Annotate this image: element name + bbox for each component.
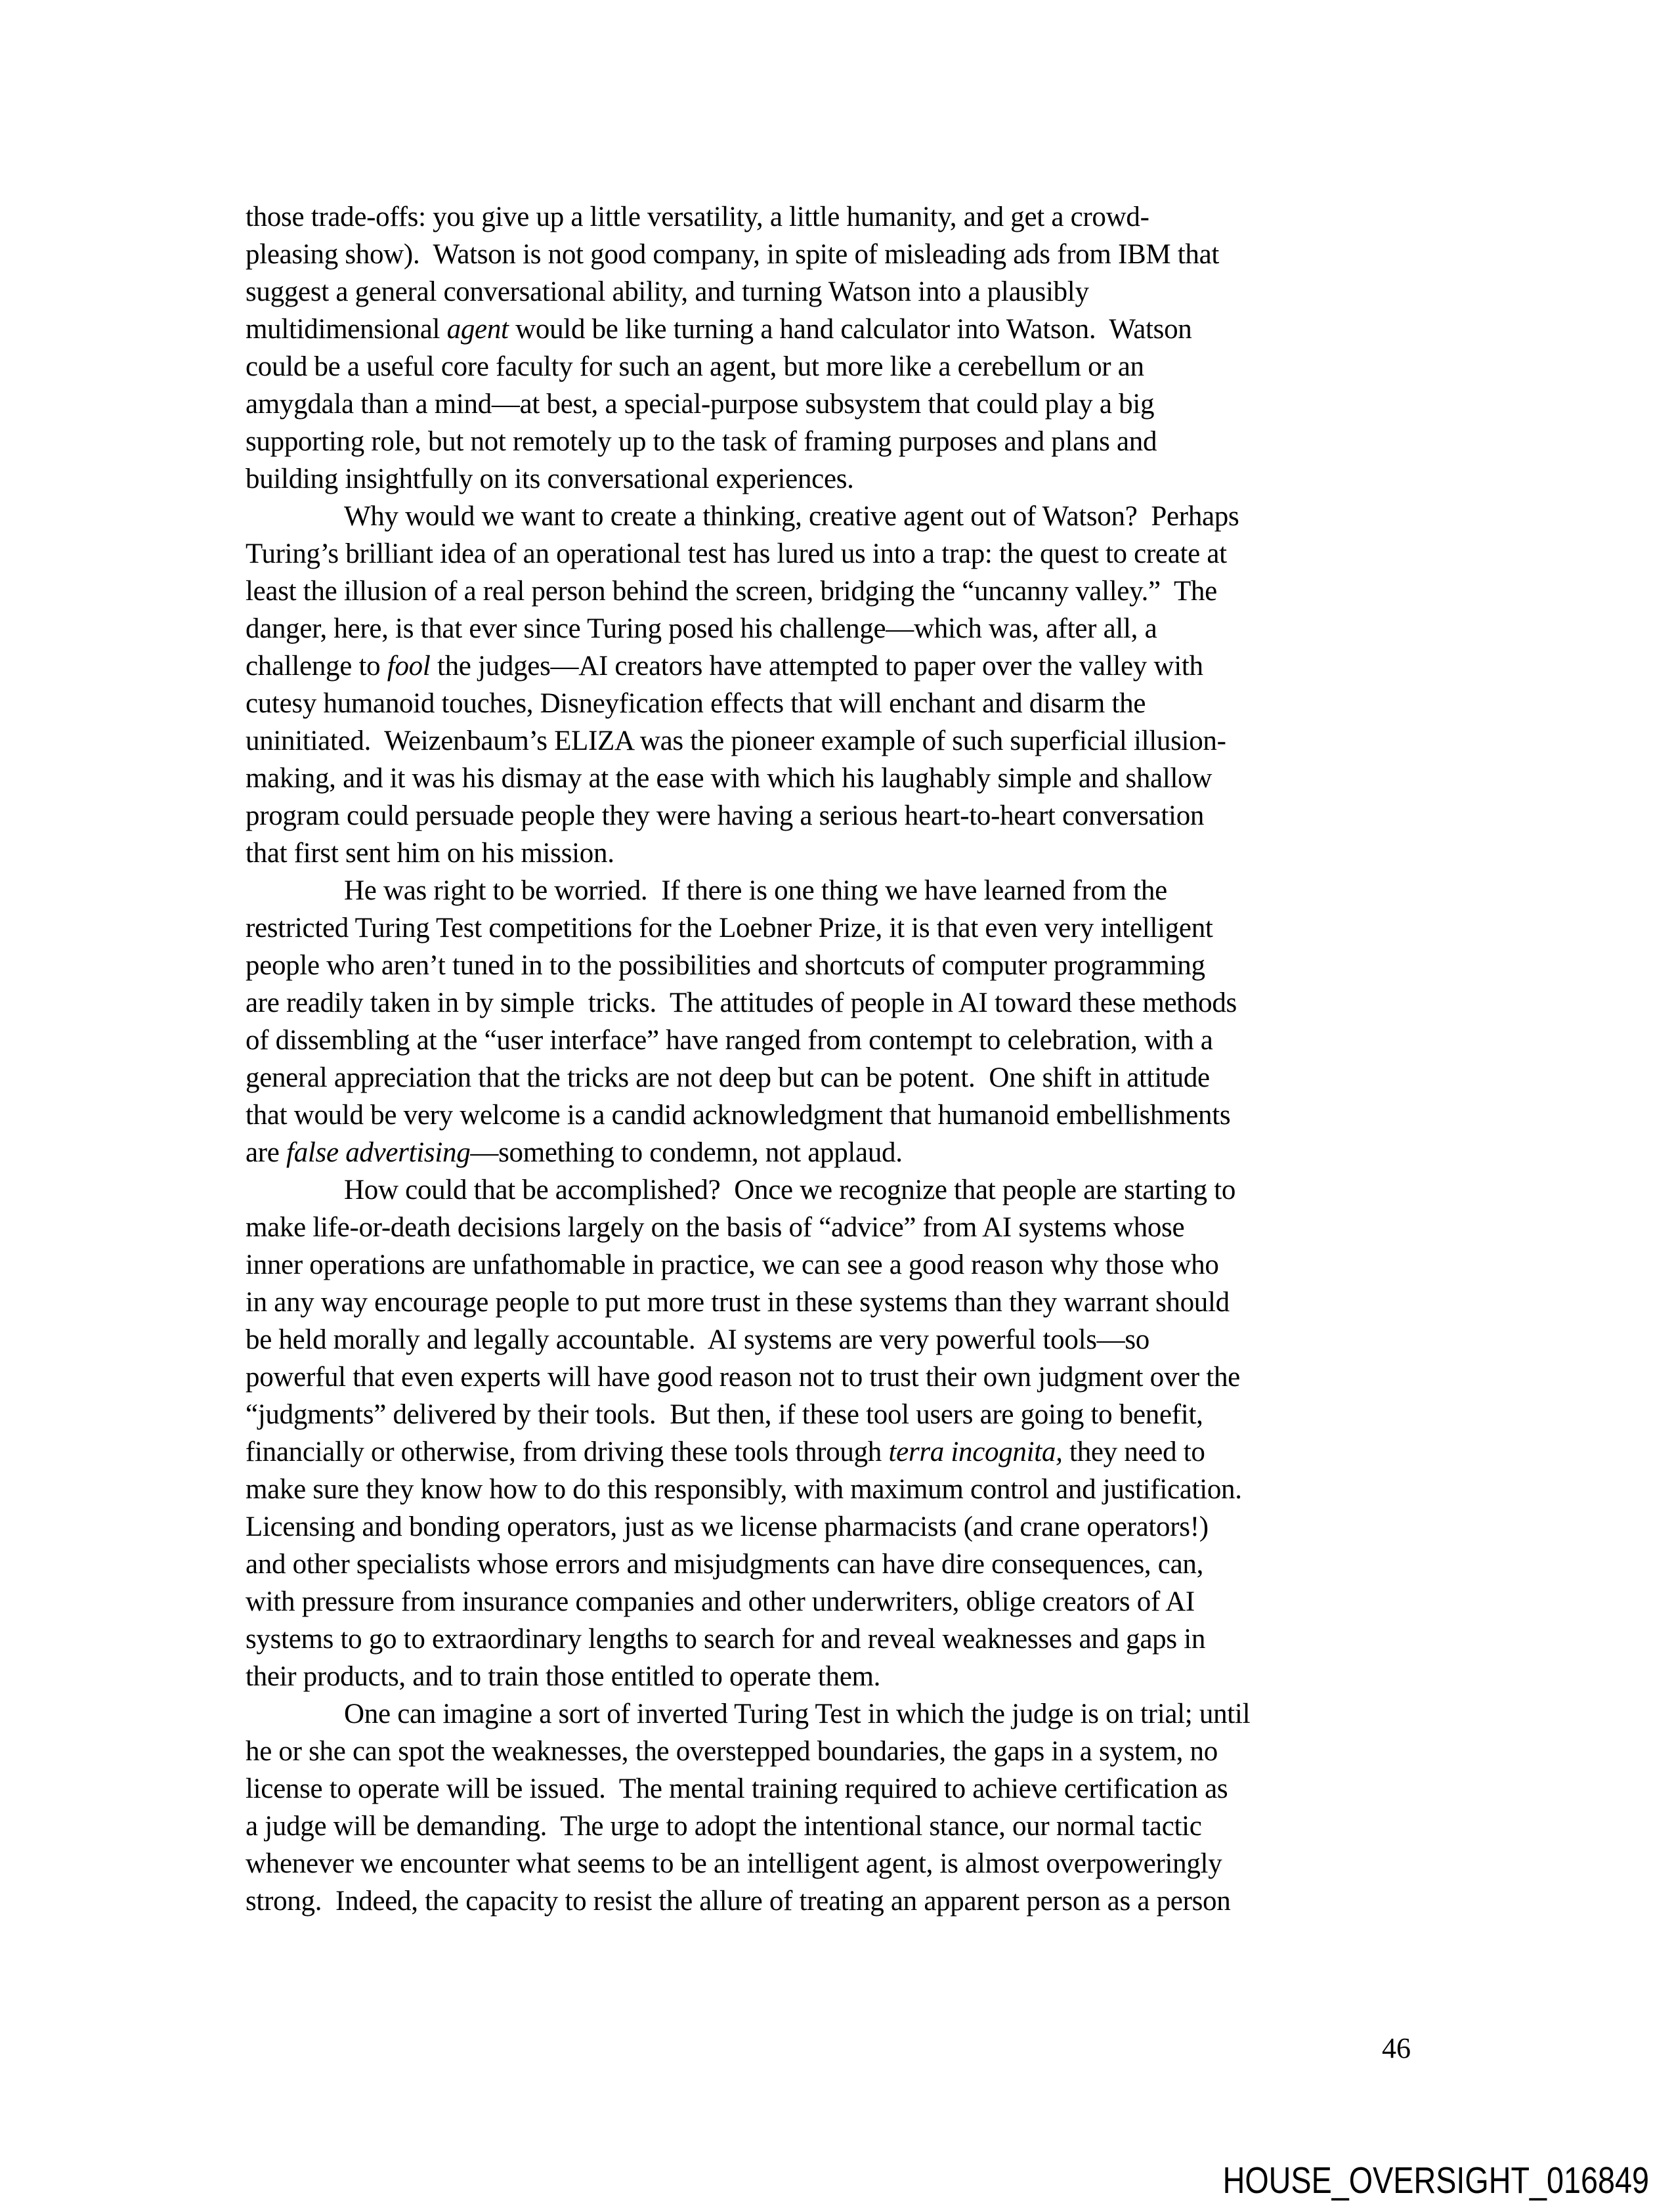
text-line: danger, here, is that ever since Turing posed his challenge—which was, after all, a <box>246 613 1157 644</box>
text-line: are false advertising—something to condemn, not applaud. <box>246 1137 903 1168</box>
text-line: program could persuade people they were having a serious heart-to-heart conversation <box>246 800 1205 831</box>
text-line: suggest a general conversational ability, and turning Watson into a plausibly <box>246 276 1089 307</box>
text-line: uninitiated. Weizenbaum’s ELIZA was the pioneer example of such superficial illusion- <box>246 726 1226 756</box>
text-line: license to operate will be issued. The mental training required to achieve certification as <box>246 1773 1228 1804</box>
paragraph <box>246 872 1451 1171</box>
text-line: be held morally and legally accountable. AI systems are very powerful tools—so <box>246 1324 1149 1355</box>
text-line: whenever we encounter what seems to be an intelligent agent, is almost overpoweringly <box>246 1848 1222 1879</box>
text-line: inner operations are unfathomable in practice, we can see a good reason why those who <box>246 1249 1219 1280</box>
body-text <box>246 198 1451 1920</box>
text-line: supporting role, but not remotely up to the task of framing purposes and plans and <box>246 426 1157 457</box>
text-line: he or she can spot the weaknesses, the overstepped boundaries, the gaps in a system, no <box>246 1736 1218 1767</box>
text-line: general appreciation that the tricks are not deep but can be potent. One shift in attitude <box>246 1062 1210 1093</box>
text-line: He was right to be worried. If there is one thing we have learned from the <box>344 875 1167 906</box>
text-line: those trade-offs: you give up a little versatility, a little humanity, and get a crowd- <box>246 202 1149 232</box>
text-line: “judgments” delivered by their tools. But then, if these tool users are going to benefit, <box>246 1399 1203 1430</box>
text-line: strong. Indeed, the capacity to resist the allure of treating an apparent person as a person <box>246 1886 1231 1917</box>
text-line: of dissembling at the “user interface” have ranged from contempt to celebration, with a <box>246 1025 1213 1056</box>
text-line: financially or otherwise, from driving these tools through terra incognita, they need to <box>246 1437 1205 1467</box>
text-line: multidimensional agent would be like turning a hand calculator into Watson. Watson <box>246 314 1192 345</box>
text-line: systems to go to extraordinary lengths to search for and reveal weaknesses and gaps in <box>246 1624 1206 1655</box>
text-line: that would be very welcome is a candid acknowledgment that humanoid embellishments <box>246 1100 1231 1131</box>
text-line: could be a useful core faculty for such an agent, but more like a cerebellum or an <box>246 351 1144 382</box>
text-line: Licensing and bonding operators, just as we license pharmacists (and crane operators!) <box>246 1511 1209 1542</box>
text-line: cutesy humanoid touches, Disneyfication effects that will enchant and disarm the <box>246 688 1146 719</box>
text-line: pleasing show). Watson is not good company, in spite of misleading ads from IBM that <box>246 239 1220 270</box>
text-line: Why would we want to create a thinking, creative agent out of Watson? Perhaps <box>344 501 1239 532</box>
page-number: 46 <box>1382 2032 1411 2064</box>
text-line: challenge to fool the judges—AI creators have attempted to paper over the valley with <box>246 651 1203 682</box>
text-line: How could that be accomplished? Once we recognize that people are starting to <box>344 1175 1236 1205</box>
paragraph <box>246 1695 1451 1920</box>
text-line: people who aren’t tuned in to the possibilities and shortcuts of computer programming <box>246 950 1205 981</box>
paragraph <box>246 1171 1451 1695</box>
paragraph <box>246 198 1451 498</box>
text-line: building insightfully on its conversational experiences. <box>246 464 854 494</box>
bates-stamp: HOUSE_OVERSIGHT_016849 <box>1222 2159 1649 2201</box>
text-line: make life-or-death decisions largely on the basis of “advice” from AI systems whose <box>246 1212 1185 1243</box>
text-line: their products, and to train those entitled to operate them. <box>246 1661 881 1692</box>
text-line: a judge will be demanding. The urge to adopt the intentional stance, our normal tactic <box>246 1811 1202 1842</box>
text-line: amygdala than a mind—at best, a special-purpose subsystem that could play a big <box>246 389 1155 420</box>
text-line: and other specialists whose errors and misjudgments can have dire consequences, can, <box>246 1549 1204 1580</box>
text-line: restricted Turing Test competitions for the Loebner Prize, it is that even very intelligent <box>246 913 1213 943</box>
text-line: that first sent him on his mission. <box>246 838 614 869</box>
text-line: with pressure from insurance companies and other underwriters, oblige creators of AI <box>246 1586 1195 1617</box>
text-line: making, and it was his dismay at the ease with which his laughably simple and shallow <box>246 763 1213 794</box>
text-line: make sure they know how to do this responsibly, with maximum control and justification. <box>246 1474 1242 1505</box>
text-line: Turing’s brilliant idea of an operational test has lured us into a trap: the quest to create at <box>246 538 1227 569</box>
text-line: least the illusion of a real person behind the screen, bridging the “uncanny valley.” The <box>246 576 1217 607</box>
text-line: One can imagine a sort of inverted Turing Test in which the judge is on trial; until <box>344 1699 1251 1729</box>
text-line: are readily taken in by simple tricks. The attitudes of people in AI toward these methods <box>246 987 1237 1018</box>
text-line: powerful that even experts will have good reason not to trust their own judgment over the <box>246 1362 1240 1393</box>
paragraph <box>246 498 1451 872</box>
text-line: in any way encourage people to put more trust in these systems than they warrant should <box>246 1287 1230 1318</box>
